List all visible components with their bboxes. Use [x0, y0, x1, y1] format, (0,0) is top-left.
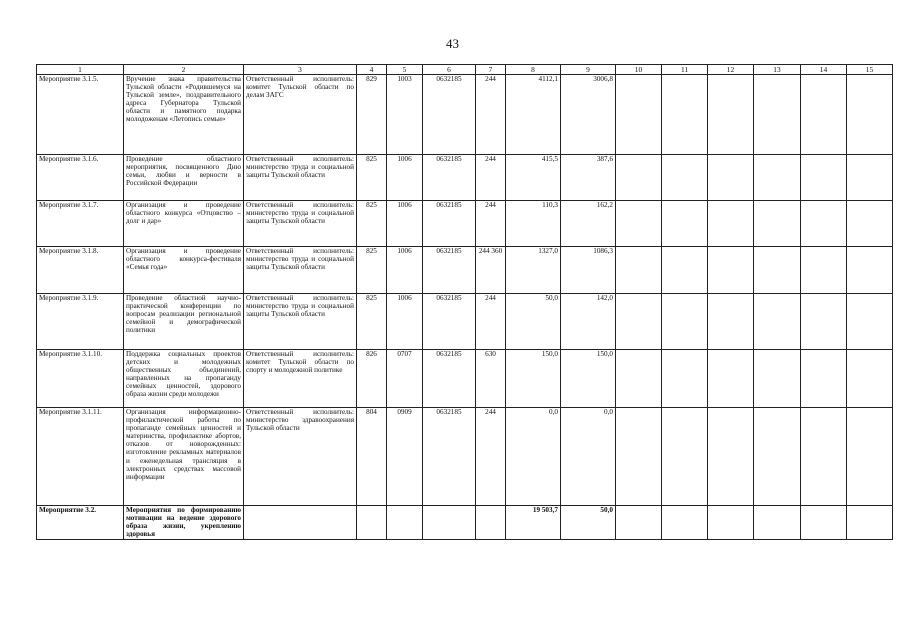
empty-cell-13 — [754, 247, 801, 294]
empty-cell-10 — [616, 506, 662, 540]
value-col-8-cell: 1327,0 — [506, 247, 561, 294]
activity-code-cell: Мероприятие 3.1.5. — [37, 75, 124, 155]
responsible-executor-cell: Ответственный исполнитель: министерство труда и социальной защиты Тульской области — [244, 155, 357, 201]
column-header-6: 6 — [423, 65, 476, 75]
value-col-9-cell: 3006,8 — [561, 75, 616, 155]
value-col-8-cell: 110,3 — [506, 201, 561, 247]
empty-cell-12 — [708, 350, 754, 408]
code-csr-cell: 0632185 — [423, 294, 476, 350]
table-body — [37, 75, 893, 540]
empty-cell-15 — [847, 350, 893, 408]
value-col-9-cell: 150,0 — [561, 350, 616, 408]
column-header-12: 12 — [708, 65, 754, 75]
header-row — [37, 65, 893, 75]
code-vr-cell: 630 — [476, 350, 506, 408]
code-csr-cell: 0632185 — [423, 408, 476, 506]
value-col-8-cell: 150,0 — [506, 350, 561, 408]
empty-cell-13 — [754, 506, 801, 540]
empty-cell-14 — [801, 247, 847, 294]
activity-name-cell: Организация и проведение областного конкурса «Отцовство – долг и дар» — [124, 201, 244, 247]
code-vr-cell: 244 — [476, 294, 506, 350]
activity-code-cell: Мероприятие 3.1.9. — [37, 294, 124, 350]
activity-name-cell: Организация и проведение областного конкурса-фестиваля «Семья года» — [124, 247, 244, 294]
empty-cell-11 — [662, 408, 708, 506]
code-vr-cell: 244 — [476, 75, 506, 155]
value-col-9-cell: 0,0 — [561, 408, 616, 506]
code-vr-cell — [476, 506, 506, 540]
code-grbs-cell: 804 — [357, 408, 387, 506]
value-col-8-cell: 19 503,7 — [506, 506, 561, 540]
code-grbs-cell: 829 — [357, 75, 387, 155]
empty-cell-13 — [754, 408, 801, 506]
code-csr-cell: 0632185 — [423, 155, 476, 201]
empty-cell-11 — [662, 75, 708, 155]
activity-name-cell: Организация информационно-профилактической работы по пропаганде семейных ценностей и материнства, профилактике абортов, отказов от новорожденных: изготовление рекламных материалов и еженедельная трансляция в электронных средствах массовой информации — [124, 408, 244, 506]
responsible-executor-cell: Ответственный исполнитель: министерство труда и социальной защиты Тульской области — [244, 294, 357, 350]
code-grbs-cell: 825 — [357, 247, 387, 294]
responsible-executor-cell: Ответственный исполнитель: комитет Тульской области по делам ЗАГС — [244, 75, 357, 155]
responsible-executor-cell: Ответственный исполнитель: комитет Тульской области по спорту и молодежной политике — [244, 350, 357, 408]
table-row — [37, 75, 893, 155]
empty-cell-11 — [662, 506, 708, 540]
activity-code-cell: Мероприятие 3.2. — [37, 506, 124, 540]
column-header-2: 2 — [124, 65, 244, 75]
code-rzpr-cell: 0909 — [387, 408, 423, 506]
empty-cell-14 — [801, 506, 847, 540]
empty-cell-13 — [754, 75, 801, 155]
column-header-4: 4 — [357, 65, 387, 75]
code-rzpr-cell: 0707 — [387, 350, 423, 408]
empty-cell-13 — [754, 155, 801, 201]
empty-cell-14 — [801, 201, 847, 247]
value-col-8-cell: 415,5 — [506, 155, 561, 201]
empty-cell-13 — [754, 294, 801, 350]
empty-cell-12 — [708, 155, 754, 201]
empty-cell-13 — [754, 350, 801, 408]
responsible-executor-cell — [244, 506, 357, 540]
code-rzpr-cell: 1006 — [387, 201, 423, 247]
responsible-executor-cell: Ответственный исполнитель: министерство труда и социальной защиты Тульской области — [244, 201, 357, 247]
empty-cell-15 — [847, 294, 893, 350]
code-csr-cell: 0632185 — [423, 201, 476, 247]
activity-name-cell: Мероприятия по формированию мотивации на ведение здорового образа жизни, укреплению здоровья — [124, 506, 244, 540]
empty-cell-10 — [616, 350, 662, 408]
table-row — [37, 201, 893, 247]
empty-cell-11 — [662, 201, 708, 247]
code-grbs-cell: 825 — [357, 201, 387, 247]
code-rzpr-cell: 1003 — [387, 75, 423, 155]
table-row — [37, 155, 893, 201]
empty-cell-11 — [662, 350, 708, 408]
activity-code-cell: Мероприятие 3.1.10. — [37, 350, 124, 408]
empty-cell-14 — [801, 294, 847, 350]
table-row — [37, 506, 893, 540]
code-rzpr-cell: 1006 — [387, 294, 423, 350]
empty-cell-12 — [708, 294, 754, 350]
empty-cell-10 — [616, 75, 662, 155]
code-vr-cell: 244 360 — [476, 247, 506, 294]
empty-cell-15 — [847, 201, 893, 247]
value-col-9-cell: 142,0 — [561, 294, 616, 350]
code-vr-cell: 244 — [476, 201, 506, 247]
code-vr-cell: 244 — [476, 408, 506, 506]
value-col-8-cell: 50,0 — [506, 294, 561, 350]
value-col-8-cell: 4112,1 — [506, 75, 561, 155]
code-rzpr-cell: 1006 — [387, 247, 423, 294]
column-header-9: 9 — [561, 65, 616, 75]
empty-cell-14 — [801, 408, 847, 506]
column-header-5: 5 — [387, 65, 423, 75]
empty-cell-12 — [708, 506, 754, 540]
empty-cell-12 — [708, 247, 754, 294]
empty-cell-15 — [847, 506, 893, 540]
code-rzpr-cell — [387, 506, 423, 540]
column-header-8: 8 — [506, 65, 561, 75]
column-header-13: 13 — [754, 65, 801, 75]
empty-cell-10 — [616, 247, 662, 294]
table-row — [37, 247, 893, 294]
empty-cell-11 — [662, 155, 708, 201]
code-csr-cell: 0632185 — [423, 75, 476, 155]
activity-code-cell: Мероприятие 3.1.8. — [37, 247, 124, 294]
page-number: 43 — [446, 36, 459, 51]
code-csr-cell: 0632185 — [423, 247, 476, 294]
table-row — [37, 350, 893, 408]
code-grbs-cell — [357, 506, 387, 540]
empty-cell-10 — [616, 408, 662, 506]
column-header-7: 7 — [476, 65, 506, 75]
value-col-9-cell: 1086,3 — [561, 247, 616, 294]
column-header-3: 3 — [244, 65, 357, 75]
code-grbs-cell: 826 — [357, 350, 387, 408]
empty-cell-14 — [801, 75, 847, 155]
empty-cell-11 — [662, 247, 708, 294]
code-grbs-cell: 825 — [357, 294, 387, 350]
empty-cell-12 — [708, 408, 754, 506]
activity-code-cell: Мероприятие 3.1.7. — [37, 201, 124, 247]
empty-cell-12 — [708, 75, 754, 155]
code-vr-cell: 244 — [476, 155, 506, 201]
empty-cell-15 — [847, 155, 893, 201]
activity-name-cell: Вручение знака правительства Тульской области «Родившемуся на Тульской земле», поздравительного адреса Губернатора Тульской области и памятного подарка молодоженам «Летопись семьи» — [124, 75, 244, 155]
activity-code-cell: Мероприятие 3.1.11. — [37, 408, 124, 506]
column-header-1: 1 — [37, 65, 124, 75]
code-grbs-cell: 825 — [357, 155, 387, 201]
value-col-9-cell: 50,0 — [561, 506, 616, 540]
empty-cell-14 — [801, 350, 847, 408]
responsible-executor-cell: Ответственный исполнитель: министерство здравоохранения Тульской области — [244, 408, 357, 506]
responsible-executor-cell: Ответственный исполнитель: министерство труда и социальной защиты Тульской области — [244, 247, 357, 294]
empty-cell-11 — [662, 294, 708, 350]
column-header-14: 14 — [801, 65, 847, 75]
empty-cell-15 — [847, 247, 893, 294]
empty-cell-10 — [616, 201, 662, 247]
empty-cell-12 — [708, 201, 754, 247]
empty-cell-10 — [616, 294, 662, 350]
column-header-15: 15 — [847, 65, 893, 75]
table-row — [37, 408, 893, 506]
column-header-11: 11 — [662, 65, 708, 75]
value-col-9-cell: 387,6 — [561, 155, 616, 201]
activity-name-cell: Проведение областного мероприятия, посвященного Дню семьи, любви и верности в Российской Федерации — [124, 155, 244, 201]
code-csr-cell — [423, 506, 476, 540]
empty-cell-14 — [801, 155, 847, 201]
activity-name-cell: Поддержка социальных проектов детских и молодежных общественных объединений, направленных на пропаганду семейных ценностей, здорового образа жизни среди молодежи — [124, 350, 244, 408]
code-csr-cell: 0632185 — [423, 350, 476, 408]
value-col-8-cell: 0,0 — [506, 408, 561, 506]
value-col-9-cell: 162,2 — [561, 201, 616, 247]
activity-name-cell: Проведение областной научно-практической конференции по вопросам реализации региональной семейной и демографической политики — [124, 294, 244, 350]
activity-code-cell: Мероприятие 3.1.6. — [37, 155, 124, 201]
code-rzpr-cell: 1006 — [387, 155, 423, 201]
table-row — [37, 294, 893, 350]
empty-cell-10 — [616, 155, 662, 201]
empty-cell-13 — [754, 201, 801, 247]
budget-table — [36, 64, 893, 540]
empty-cell-15 — [847, 75, 893, 155]
empty-cell-15 — [847, 408, 893, 506]
column-header-10: 10 — [616, 65, 662, 75]
